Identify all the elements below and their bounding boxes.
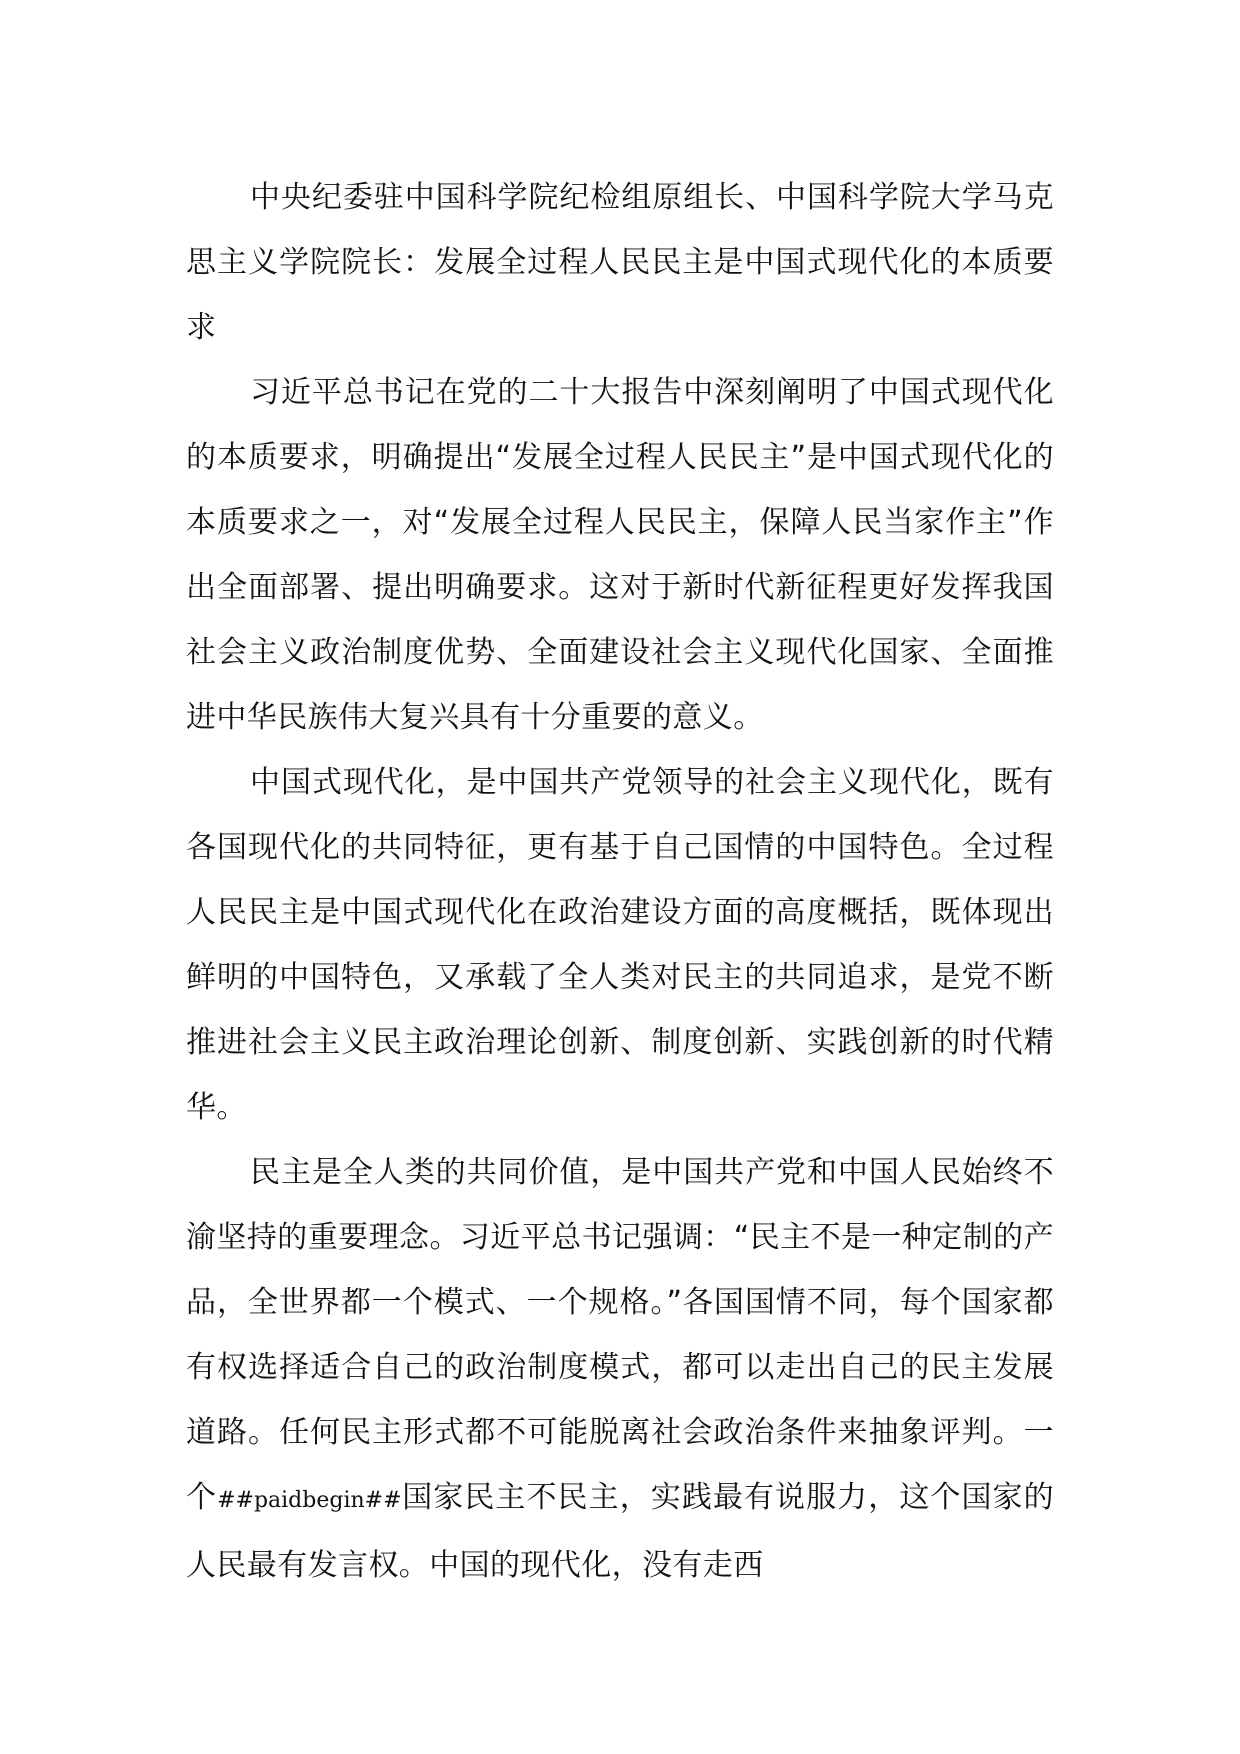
paragraph-title: 中央纪委驻中国科学院纪检组原组长、中国科学院大学马克思主义学院院长：发展全过程人民民主是中国式现代化的本质要求 bbox=[186, 180, 1054, 345]
paragraph-2: 中国式现代化，是中国共产党领导的社会主义现代化，既有各国现代化的共同特征，更有基于自己国情的中国特色。全过程人民民主是中国式现代化在政治建设方面的高度概括，既体现出鲜明的中国特色，又承载了全人类对民主的共同追求，是党不断推进社会主义民主政治理论创新、制度创新、实践创新的时代精华。 bbox=[186, 765, 1054, 1125]
paragraph-3 bbox=[186, 1140, 1054, 1598]
paragraph-3-text-after: 国家民主不民主，实践最有说服力，这个国家的人民最有发言权。中国的现代化，没有走西 bbox=[186, 1480, 1054, 1583]
document-body bbox=[186, 165, 1054, 1598]
paid-begin-marker: ##paidbegin## bbox=[217, 1488, 402, 1513]
paragraph-3-text-before: 民主是全人类的共同价值，是中国共产党和中国人民始终不渝坚持的重要理念。习近平总书记强调：“民主不是一种定制的产品，全世界都一个模式、一个规格。”各国国情不同，每个国家都有权选择适合自己的政治制度模式，都可以走出自己的民主发展道路。任何民主形式都不可能脱离社会政治条件来抽象评判。一个 bbox=[186, 1155, 1054, 1515]
paragraph-1: 习近平总书记在党的二十大报告中深刻阐明了中国式现代化的本质要求，明确提出“发展全过程人民民主”是中国式现代化的本质要求之一，对“发展全过程人民民主，保障人民当家作主”作出全面部署、提出明确要求。这对于新时代新征程更好发挥我国社会主义政治制度优势、全面建设社会主义现代化国家、全面推进中华民族伟大复兴具有十分重要的意义。 bbox=[186, 375, 1054, 735]
